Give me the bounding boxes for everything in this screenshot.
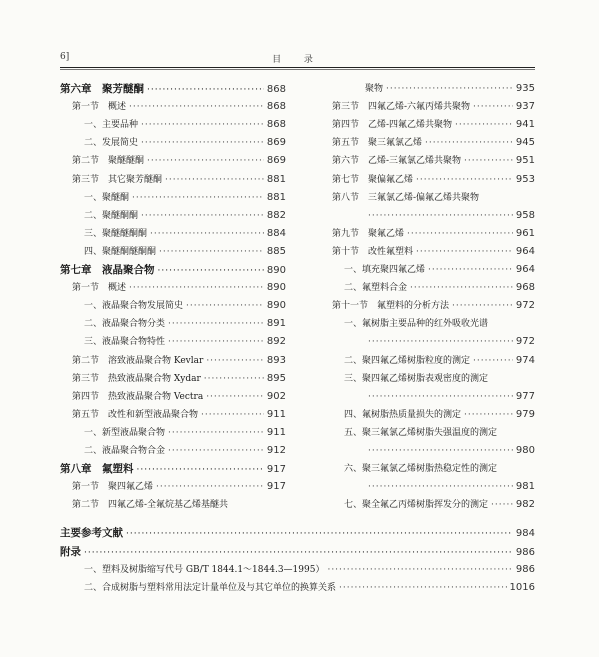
toc-entry-title: 四、聚醚酮醚酮酮 bbox=[84, 246, 157, 257]
toc-entry bbox=[84, 562, 535, 578]
toc-entry-page: 890 bbox=[266, 300, 286, 312]
toc-entry-title: 四、氟树脂热质量损失的测定 bbox=[344, 409, 462, 420]
toc-leader-dots bbox=[168, 425, 264, 441]
toc-entry-title: 第三节 四氟乙烯-六氟丙烯共聚物 bbox=[332, 102, 471, 113]
toc-leader-dots bbox=[410, 280, 513, 296]
toc-leader-dots bbox=[407, 226, 513, 242]
toc-entry-page: 891 bbox=[266, 318, 286, 330]
toc-entry-page: 902 bbox=[266, 390, 286, 402]
toc-leader-dots bbox=[84, 545, 513, 561]
toc-entry bbox=[365, 443, 535, 459]
toc-entry bbox=[84, 226, 286, 242]
toc-leader-dots bbox=[141, 208, 264, 224]
page-marker: 6] bbox=[60, 52, 70, 62]
toc-entry-title: 第五节 聚三氟氯乙烯 bbox=[332, 138, 423, 149]
toc-entry bbox=[84, 443, 286, 459]
toc-entry-page: 977 bbox=[515, 390, 535, 402]
toc-entry bbox=[332, 153, 535, 169]
toc-entry-title: 三、液晶聚合物特性 bbox=[84, 337, 166, 348]
toc-entry-title: 第四节 乙烯-四氟乙烯共聚物 bbox=[332, 120, 453, 131]
toc-entry bbox=[344, 316, 535, 332]
toc-leader-dots bbox=[204, 371, 264, 387]
toc-entry-page: 941 bbox=[515, 119, 535, 131]
toc-entry-title: 三、聚四氟乙烯树脂表观密度的测定 bbox=[344, 373, 489, 384]
toc-entry-page: 945 bbox=[515, 137, 535, 149]
toc-entry-page: 937 bbox=[515, 101, 535, 113]
toc-entry-title: 第二节 溶致液晶聚合物 Kevlar bbox=[72, 355, 204, 366]
toc-leader-dots bbox=[464, 407, 513, 423]
toc-leader-dots bbox=[386, 81, 513, 97]
toc-entry bbox=[332, 298, 535, 314]
toc-entry-title: 二、聚醚酮酮 bbox=[84, 210, 139, 221]
toc-entry-title: 第五节 改性和新型液晶聚合物 bbox=[72, 409, 199, 420]
toc-entry-title: 一、新型液晶聚合物 bbox=[84, 427, 166, 438]
toc-entry-page: 972 bbox=[515, 300, 535, 312]
toc-entry-page: 981 bbox=[515, 481, 535, 493]
toc-leader-dots bbox=[201, 407, 264, 423]
toc-entry-page: 935 bbox=[515, 83, 535, 94]
toc-entry bbox=[84, 425, 286, 441]
toc-entry-page: 882 bbox=[266, 209, 286, 221]
toc-entry-page: 964 bbox=[515, 264, 535, 275]
toc-entry bbox=[344, 280, 535, 296]
toc-entry-title: 第八节 三氟氯乙烯-偏氟乙烯共聚物 bbox=[332, 192, 480, 203]
toc-entry-page: 986 bbox=[515, 547, 535, 558]
toc-entry-title: 附录 bbox=[60, 546, 81, 558]
toc-leader-dots bbox=[150, 226, 264, 242]
toc-entry-page: 869 bbox=[266, 137, 286, 149]
toc-leader-dots bbox=[368, 208, 513, 224]
toc-entry-page: 893 bbox=[266, 354, 286, 366]
header-rule-thin bbox=[60, 69, 535, 70]
toc-entry-page: 979 bbox=[515, 408, 535, 420]
toc-entry-page: 912 bbox=[266, 445, 286, 456]
toc-entry-title: 二、液晶聚合物分类 bbox=[84, 319, 166, 330]
toc-entry-page: 964 bbox=[515, 245, 535, 257]
toc-entry-page: 911 bbox=[266, 426, 286, 438]
toc-leader-dots bbox=[452, 298, 513, 314]
toc-entry-title: 第二节 聚醚醚酮 bbox=[72, 156, 145, 167]
toc-entry bbox=[344, 407, 535, 423]
toc-leader-dots bbox=[464, 153, 513, 169]
page-header bbox=[60, 52, 535, 66]
toc-entry bbox=[84, 580, 535, 596]
toc-entry-page: 951 bbox=[515, 155, 535, 167]
toc-entry-page: 917 bbox=[266, 464, 286, 476]
page-title: 目 录 bbox=[272, 55, 323, 65]
toc-entry bbox=[344, 353, 535, 369]
toc-leader-dots bbox=[473, 353, 513, 369]
toc-leader-dots bbox=[416, 244, 513, 260]
toc-leader-dots bbox=[206, 389, 264, 405]
toc-entry bbox=[365, 479, 535, 495]
toc-entry-title: 第三节 热致液晶聚合物 Xydar bbox=[72, 373, 201, 384]
toc-entry-page: 968 bbox=[515, 282, 535, 294]
toc-entry-title: 一、氟树脂主要品种的红外吸收光谱 bbox=[344, 319, 489, 330]
toc-entry-title: 二、氟塑料合金 bbox=[344, 283, 408, 294]
toc-entry-title: 一、塑料及树脂缩写代号 GB/T 1844.1～1844.3—1995） bbox=[84, 565, 325, 575]
toc-entry-title: 第八章 氟塑料 bbox=[60, 463, 134, 476]
toc-entry bbox=[60, 544, 535, 560]
toc-entry-page: 895 bbox=[266, 372, 286, 384]
toc-leader-dots bbox=[156, 479, 264, 495]
toc-entry-title: 五、聚三氟氯乙烯树脂失强温度的测定 bbox=[344, 427, 498, 438]
toc-leader-dots bbox=[129, 99, 264, 115]
toc-entry-title: 主要参考文献 bbox=[60, 527, 123, 539]
toc-entry bbox=[60, 525, 535, 541]
header-rule-thick bbox=[60, 67, 535, 68]
toc-entry bbox=[84, 298, 286, 314]
toc-leader-dots bbox=[165, 172, 264, 188]
toc-entry-title: 二、液晶聚合物合金 bbox=[84, 446, 166, 456]
toc-entry-page: 869 bbox=[266, 155, 286, 167]
toc-entry-page: 881 bbox=[266, 173, 286, 185]
toc-leader-dots bbox=[368, 479, 513, 495]
toc-entry bbox=[332, 117, 535, 133]
toc-entry-title: 一、主要品种 bbox=[84, 120, 139, 131]
toc-entry bbox=[344, 497, 535, 513]
toc-entry-title: 七、聚全氟乙丙烯树脂挥发分的测定 bbox=[344, 500, 489, 511]
toc-entry bbox=[72, 353, 286, 369]
toc-entry bbox=[365, 208, 535, 224]
toc-entry-page: 986 bbox=[515, 564, 535, 575]
toc-entry bbox=[72, 407, 286, 423]
toc-leader-dots bbox=[368, 389, 513, 405]
toc-entry-page: 890 bbox=[266, 282, 286, 294]
toc-entry bbox=[332, 244, 535, 260]
toc-entry-page: 972 bbox=[515, 336, 535, 348]
toc-entry-page: 980 bbox=[515, 445, 535, 456]
toc-leader-dots bbox=[327, 562, 512, 578]
toc-entry bbox=[72, 280, 286, 296]
toc-entry bbox=[332, 190, 535, 206]
toc-leader-dots bbox=[206, 353, 264, 369]
toc-entry bbox=[84, 334, 286, 350]
toc-entry bbox=[72, 479, 286, 495]
toc-entry-page: 884 bbox=[266, 227, 286, 239]
toc-entry-title: 二、合成树脂与塑料常用法定计量单位及与其它单位的换算关系 bbox=[84, 583, 337, 593]
toc-entry bbox=[344, 425, 535, 441]
toc-leader-dots bbox=[141, 117, 264, 133]
toc-entry bbox=[72, 99, 286, 115]
toc-leader-dots bbox=[186, 298, 264, 314]
toc-entry bbox=[332, 172, 535, 188]
toc-entry-title: 二、发展简史 bbox=[84, 138, 139, 149]
toc-entry-title: 一、填充聚四氟乙烯 bbox=[344, 265, 426, 275]
toc-entry-page: 868 bbox=[266, 101, 286, 113]
toc-leader-dots bbox=[473, 99, 513, 115]
toc-leader-dots bbox=[132, 190, 264, 206]
toc-entry bbox=[365, 334, 535, 350]
toc-entry-title: 六、聚三氟氯乙烯树脂热稳定性的测定 bbox=[344, 464, 498, 475]
toc-entry-page: 958 bbox=[515, 209, 535, 221]
toc-leader-dots bbox=[159, 244, 264, 260]
toc-leader-dots bbox=[147, 82, 264, 98]
toc-leader-dots bbox=[141, 135, 264, 151]
toc-entry-page: 868 bbox=[266, 84, 286, 95]
toc-entry-title: 聚物 bbox=[365, 84, 384, 94]
toc-entry bbox=[344, 461, 535, 477]
toc-entry bbox=[72, 172, 286, 188]
toc-entry bbox=[84, 190, 286, 206]
toc-entry bbox=[344, 371, 535, 387]
toc-entry bbox=[332, 99, 535, 115]
toc-entry bbox=[344, 262, 535, 278]
toc-leader-dots bbox=[368, 443, 513, 459]
toc-entry-page: 881 bbox=[266, 191, 286, 203]
toc-entry bbox=[60, 262, 286, 278]
toc-entry bbox=[365, 389, 535, 405]
toc-leader-dots bbox=[147, 153, 264, 169]
toc-entry-title: 第一节 概述 bbox=[72, 283, 127, 294]
toc-entry-title: 第六章 聚芳醚酮 bbox=[60, 83, 144, 95]
toc-entry-page: 961 bbox=[515, 227, 535, 239]
toc-leader-dots bbox=[168, 443, 264, 459]
toc-leader-dots bbox=[416, 172, 513, 188]
toc-leader-dots bbox=[158, 263, 264, 279]
toc-entry-title: 第二节 四氟乙烯-全氟烷基乙烯基醚共 bbox=[72, 500, 229, 511]
toc-entry bbox=[332, 135, 535, 151]
toc-entry bbox=[84, 244, 286, 260]
toc-entry-title: 第十一节 氟塑料的分析方法 bbox=[332, 301, 450, 312]
toc-leader-dots bbox=[137, 462, 264, 478]
toc-entry bbox=[84, 316, 286, 332]
toc-entry bbox=[60, 461, 286, 477]
toc-leader-dots bbox=[368, 334, 513, 350]
toc-entry-page: 984 bbox=[515, 528, 535, 539]
toc-entry-title: 第十节 改性氟塑料 bbox=[332, 246, 414, 257]
toc-entry-title: 第七章 液晶聚合物 bbox=[60, 264, 155, 276]
toc-entry-page: 974 bbox=[515, 354, 535, 366]
toc-entry-page: 911 bbox=[266, 408, 286, 420]
toc-entry bbox=[365, 81, 535, 97]
toc-entry-title: 一、聚醚酮 bbox=[84, 192, 130, 203]
toc-leader-dots bbox=[491, 497, 513, 513]
toc-entry-title: 第七节 聚偏氟乙烯 bbox=[332, 174, 414, 185]
toc-entry-page: 1016 bbox=[509, 582, 535, 593]
toc-leader-dots bbox=[425, 135, 513, 151]
toc-leader-dots bbox=[455, 117, 513, 133]
toc-entry-page: 868 bbox=[266, 119, 286, 131]
toc-entry bbox=[72, 497, 286, 513]
toc-entry-title: 二、聚四氟乙烯树脂粒度的测定 bbox=[344, 355, 471, 366]
toc-leader-dots bbox=[168, 334, 264, 350]
toc-entry bbox=[332, 226, 535, 242]
toc-entry-page: 890 bbox=[266, 265, 286, 276]
toc-entry-title: 第六节 乙烯-三氟氯乙烯共聚物 bbox=[332, 156, 462, 167]
toc-leader-dots bbox=[168, 316, 264, 332]
toc-leader-dots bbox=[428, 262, 513, 278]
toc-entry-title: 第一节 概述 bbox=[72, 102, 127, 113]
toc-entry-title: 一、液晶聚合物发展简史 bbox=[84, 301, 184, 312]
toc-entry bbox=[84, 135, 286, 151]
toc-entry-page: 953 bbox=[515, 173, 535, 185]
toc-entry-page: 982 bbox=[515, 499, 535, 511]
toc-entry-title: 第四节 热致液晶聚合物 Vectra bbox=[72, 391, 204, 402]
toc-entry bbox=[60, 81, 286, 97]
toc-entry bbox=[84, 208, 286, 224]
toc-entry bbox=[72, 153, 286, 169]
toc-leader-dots bbox=[126, 526, 513, 542]
toc-leader-dots bbox=[129, 280, 264, 296]
toc-leader-dots bbox=[339, 580, 507, 596]
toc-entry-title: 第九节 聚氟乙烯 bbox=[332, 228, 405, 239]
toc-entry bbox=[84, 117, 286, 133]
toc-entry-title: 三、聚醚醚酮酮 bbox=[84, 228, 148, 239]
toc-entry-title: 第三节 其它聚芳醚酮 bbox=[72, 174, 163, 185]
toc-entry-page: 892 bbox=[266, 336, 286, 348]
toc-entry-title: 第一节 聚四氟乙烯 bbox=[72, 482, 154, 493]
toc-entry bbox=[72, 371, 286, 387]
toc-entry-page: 917 bbox=[266, 481, 286, 493]
toc-entry-page: 885 bbox=[266, 245, 286, 257]
toc-entry bbox=[72, 389, 286, 405]
